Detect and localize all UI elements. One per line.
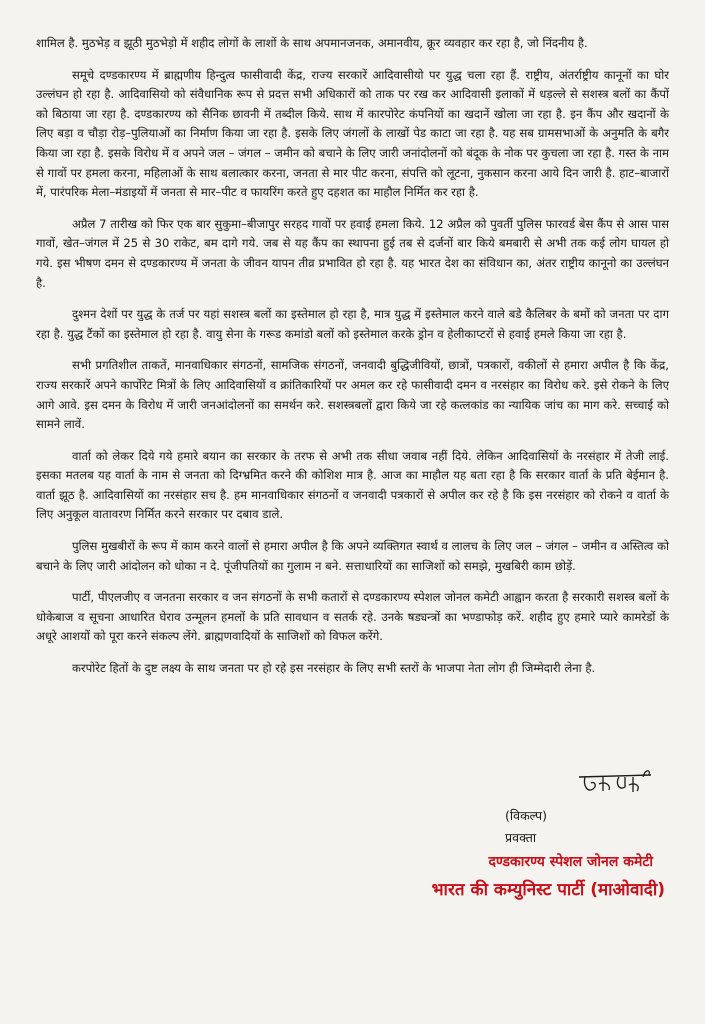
party-name: भारत की कम्युनिस्ट पार्टी (माओवादी) [431, 880, 665, 900]
committee-name: दण्डकारण्य स्पेशल जोनल कमेटी [488, 854, 653, 870]
paragraph-talks: वार्ता को लेकर दिये गये हमारे बयान का सरकार के तरफ से अभी तक सीधा जवाब नहीं दिये. लेकिन आदिवासियों के नरसंहार में तेजी लाई. इसका मतलब यह वार्ता के नाम से जनता को दिग्भ्रमित करने की कोशिश मात्र है. आज का माहौल यह बता रहा है कि सरकार वार्ता के प्रति बेईमान है. वार्ता झूठ है. आदिवासियों का नरसंहार सच है. हम मानवाधिकार संगठनों व जनवादी पत्रकारों से अपील कर रहे है कि इस नरसंहार को रोकने व वार्ता के लिए अनुकूल वातावरण निर्मित करने सरकार पर दबाव डाले. [36, 448, 669, 522]
paragraph-appeal-informers: पुलिस मुखबीरों के रूप में काम करने वालों से हमारा अपील है कि अपने व्यक्तिगत स्वार्थ व लालच के लिए जल – जंगल – जमीन व अस्तित्व को बचाने के लिए जारी आंदोलन को धोका न दे. पूंजीपतियों का गुलाम न बने. सत्ताधारियों का साजिशों को समझे, मुखबिरी काम छोड़ें. [36, 539, 669, 573]
handwritten-signature [575, 765, 655, 799]
paragraph-war-tactics: दुश्मन देशों पर युद्ध के तर्ज पर यहां सशस्त्र बलों का इस्तेमाल हो रहा है, मात्र युद्ध में इस्तेमाल करने वाले बडे कैलिबर के बमों को जनता पर दाग रहा है. युद्ध टैंकों का इस्तेमाल हो रहा है. वायु सेना के गरूड कमांडो बलों को इस्तेमाल करके ड्रोन व हेलीकाप्टरों से हवाई हमले किया जा रहा है. [36, 307, 669, 341]
paragraph-militarization: समूचे दण्डकारण्य में ब्राह्मणीय हिन्दुत्व फासीवादी केंद्र, राज्य सरकारें आदिवासीयो पर युद्ध चला रहा हैं. राष्ट्रीय, अंतर्राष्ट्रीय कानूनों का घोर उल्लंघन हो रहा है. आदिवासियो को संवैधानिक रूप से प्रदत्त सभी अधिकारों को ताक पर रख कर आदिवासी इलाकों में धड़ल्ले से सशस्त्र बलों का कैंपों को बिठाया जा रहा है. दण्डकारण्य को सैनिक छावनी में तब्दील किये. साथ में कारपोरेट कंपनियों का खदानें खोला जा रहा है. इन कैंप और खदानों के लिए बड़ा व चौड़ा रोड़–पुलियाओं का निर्माण किया जा रहा है. इसके लिए जंगलों के लाखों पेड काटा जा रहा है. यह सब ग्रामसभाओं के अनुमति के बगैर किया जा रहा है. इसके विरोध में व अपने जल – जंगल – जमीन को बचाने के लिए जारी जनांदोलनों को बंदूक के नोक पर कुचला जा रहा है. गस्त के नाम से गावों पर हमला करना, महिलाओं के साथ बलात्कार करना, जनता से मार पीट करना, संपत्ति को लूटना, नुकसान करना आये दिन जारी है. हाट–बाजारों में, पारंपरिक मेला–मंडाइयों में जनता से मार–पीट व फायरिंग करते हुए दहशत का माहौल निर्मित कर रहा है. [36, 67, 669, 200]
signatory-name: (विकल्प) [505, 808, 548, 823]
paragraph-continuation: शामिल है. मुठभेड़ व झूठी मुठभेड़ो में शहीद लोगों के लाशों के साथ अपमानजनक, अमानवीय, क्रूर व्यवहार कर रहा है, जो निंदनीय है. [36, 36, 588, 50]
paragraph-responsibility: करपोरेट हितों के दुष्ट लक्ष्य के साथ जनता पर हो रहे इस नरसंहार के लिए सभी स्तरों के भाजपा नेता लोग ही जिम्मेदारी लेना है. [72, 661, 596, 676]
paragraph-air-strikes: अप्रैल 7 तारीख को फिर एक बार सुकुमा–बीजापुर सरहद गावों पर हवाई हमला किये. 12 अप्रैल को पुवर्ती पुलिस फारवर्ड बेस कैंप से आस पास गावों, खेत–जंगल में 25 से 30 राकेट, बम दागे गये. जब से यह कैंप का स्थापना हुई तब से दर्जनों बार किये बमबारी से अभी तक कई लोग घायल हो गये. इस भीषण दमन से दण्डकारण्य में जनता के जीवन यापन तीव्र प्रभावित हो रहा है. यह भारत देश का संविधान का, अंतर राष्ट्रीय कानूनो का उल्लंघन है. [36, 216, 669, 290]
signatory-title: प्रवक्ता [505, 830, 537, 845]
signature-block [345, 765, 665, 905]
paragraph-call-to-cadres: पार्टी, पीएलजीए व जनतना सरकार व जन संगठनों के सभी कतारों से दण्डकारण्य स्पेशल जोनल कमेटी आह्वान करता है सरकारी सशस्त्र बलों के धोकेबाज व सूचना आधारित घेराव उन्मूलन हमलों के प्रति सावधान व सतर्क रहे. उनके षड्यन्त्रों का भण्डाफोड़ करें. शहीद हुए हमारे प्यारे कामरेडों के अधूरे आशयों को पूरा करने संकल्प लेंगे. ब्राह्मणवादियों के साजिशों को विफल करेंगे. [36, 590, 669, 644]
paragraph-appeal-progressives: सभी प्रगतिशील ताकतें, मानवाधिकार संगठनों, सामजिक संगठनों, जनवादी बुद्धिजीवियों, छात्रों, पत्रकारों, वकीलों से हमारा अपील है कि केंद्र, राज्य सरकारें अपने कार्पोरेट मित्रों के लिए आदिवासियों व क्रांतिकारियों पर अमल कर रहे फासीवादी दमन व नरसंहार का विरोध करे. इसे रोकने के लिए आगे आवे. इस दमन के विरोध में जारी जनआंदोलनों का समर्थन करे. सशस्त्रबलों द्वारा किये जा रहे कत्लकांड का न्यायिक जांच का माग करे. सच्चाई को सामने लावें. [36, 358, 669, 432]
statement-body [36, 34, 669, 679]
